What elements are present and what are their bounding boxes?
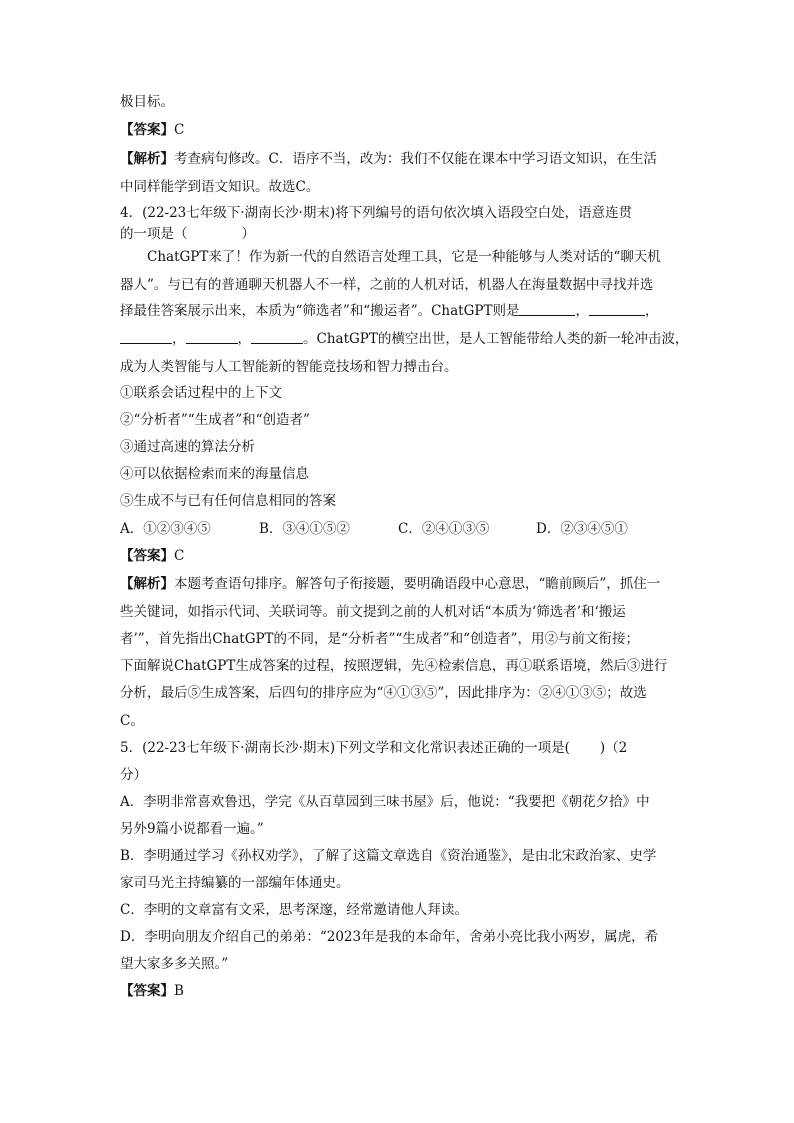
fill-blank [120,331,172,344]
q5-option-b [120,847,680,865]
sentence-text: ②“分析者”“生成者”和“创造者” [120,412,310,428]
analysis-label: 【解析】 [120,151,174,167]
question-text: 分） [120,767,147,783]
answer-label: 【答案】 [120,983,174,999]
option-b: B．③④①⑤② [259,521,350,537]
options-row [120,520,680,538]
passage-text: ， [644,303,659,319]
analysis-line-cont [120,657,680,675]
question-text: 的一项是（ [120,226,188,242]
sentence-5 [120,492,680,510]
question-text: )（2 [599,740,628,756]
passage-text: 。ChatGPT的横空出世，是人工智能带给人类的新一轮冲击波， [303,331,689,347]
question-text: 5．(22-23七年级下·湖南长沙·期末)下列文学和文化常识表述正确的一项是( [120,740,570,756]
passage-text: 器人”。与已有的普通聊天机器人不一样，之前的人机对话，机器人在海量数据中寻找并选 [120,277,654,293]
sentence-2 [120,411,680,429]
question-text: 4．(22-23七年级下·湖南长沙·期末)将下列编号的语句依次填入语段空白处，语意连贯 [120,205,633,221]
option-text: A．李明非常喜欢鲁迅，学完《从百草园到三味书屋》后，他说：“我要把《朝花夕拾》中 [120,794,650,810]
passage-text: ChatGPT来了！作为新一代的自然语言处理工具，它是一种能够与人类对话的“聊天机 [147,249,661,265]
text-line: 中同样能学到语文知识。故选C。 [120,179,320,195]
passage-line [120,330,689,348]
option-a: A．①②③④⑤ [120,521,211,537]
sentence-text: ③通过高速的算法分析 [120,439,255,455]
sentence-1 [120,384,680,402]
sentence-text: ①联系会话过程中的上下文 [120,385,282,401]
q5-option-c [120,901,680,919]
q5-option-a [120,793,680,811]
option-text: 望大家多多关照。” [120,956,229,972]
option-text: 家司马光主持编纂的一部编年体通史。 [120,875,350,891]
prev-question-end [120,93,680,111]
question-5-heading-cont [120,766,680,784]
analysis-line-cont [120,178,680,196]
question-4-stem [120,225,680,243]
sentence-text: ④可以依据检索而来的海量信息 [120,466,309,482]
option-text: 另外9篇小说都看一遍。” [120,821,264,837]
passage-line [120,358,680,376]
passage-text: 择最佳答案展示出来，本质为“筛选者”和“搬运者”。ChatGPT则是 [120,303,520,319]
question-text: ） [241,226,255,242]
option-d: D．②③④⑤① [536,521,628,537]
q5-option-a-cont [120,820,680,838]
passage-line [120,276,680,294]
analysis-text: 分析，最后⑤生成答案，后四句的排序应为“④①③⑤”，因此排序为：②④①③⑤；故选 [120,685,647,701]
analysis-text: 本题考查语句排序。解答句子衔接题，要明确语段中心意思，“瞻前顾后”，抓住一 [174,576,661,592]
option-text: C．李明的文章富有文采，思考深邃，经常邀请他人拜读。 [120,902,468,918]
analysis-text: 者’”，首先指出ChatGPT的不同，是“分析者”“生成者”和“创造者”，用②与前文衔接； [120,631,639,647]
passage-text: ， [237,331,251,347]
q5-option-b-cont [120,874,680,892]
q5-option-d-cont [120,955,680,973]
sentence-3 [120,438,680,456]
sentence-4 [120,465,680,483]
question-5-heading [120,739,680,757]
answer-value: C [174,548,185,564]
answer-value: B [174,983,184,999]
analysis-line [120,150,680,168]
fill-blank [589,303,645,316]
passage-line [147,248,707,266]
fill-blank [186,331,238,344]
q5-option-d [120,928,680,946]
fill-blank [251,331,303,344]
option-c: C．②④①③⑤ [398,521,490,537]
analysis-line [120,575,680,593]
analysis-text: 下面解说ChatGPT生成答案的过程，按照逻辑，先④检索信息，再①联系语境，然后③进行 [120,658,668,674]
passage-text: 成为人类智能与人工智能新的智能竞技场和智力搏击台。 [120,359,458,375]
analysis-line-cont [120,603,680,621]
analysis-line-cont [120,630,680,648]
analysis-label: 【解析】 [120,576,174,592]
passage-text: ， [172,331,186,347]
passage-line [120,302,680,320]
answer-label: 【答案】 [120,122,174,138]
answer-line [120,547,680,565]
option-text: D．李明向朋友介绍自己的弟弟：“2023年是我的本命年，舍弟小亮比我小两岁，属虎，希 [120,929,659,945]
text-line: 极目标。 [120,94,174,110]
answer-value: C [174,122,185,138]
fill-blank [519,303,575,316]
analysis-line-cont [120,684,680,702]
answer-label: 【答案】 [120,548,174,564]
analysis-text: 考查病句修改。C．语序不当，改为：我们不仅能在课本中学习语文知识，在生活 [174,151,657,167]
sentence-text: ⑤生成不与已有任何信息相同的答案 [120,493,336,509]
answer-line [120,982,680,1000]
analysis-text: 些关键词，如指示代词、关联词等。前文提到之前的人机对话“本质为‘筛选者’和‘搬运 [120,604,626,620]
passage-text: ， [575,303,589,319]
analysis-line-cont [120,712,680,730]
option-text: B．李明通过学习《孙权劝学》，了解了这篇文章选自《资治通鉴》，是由北宋政治家、史学 [120,848,657,864]
answer-line [120,121,680,139]
analysis-text: C。 [120,713,144,729]
question-4-heading [120,204,680,222]
